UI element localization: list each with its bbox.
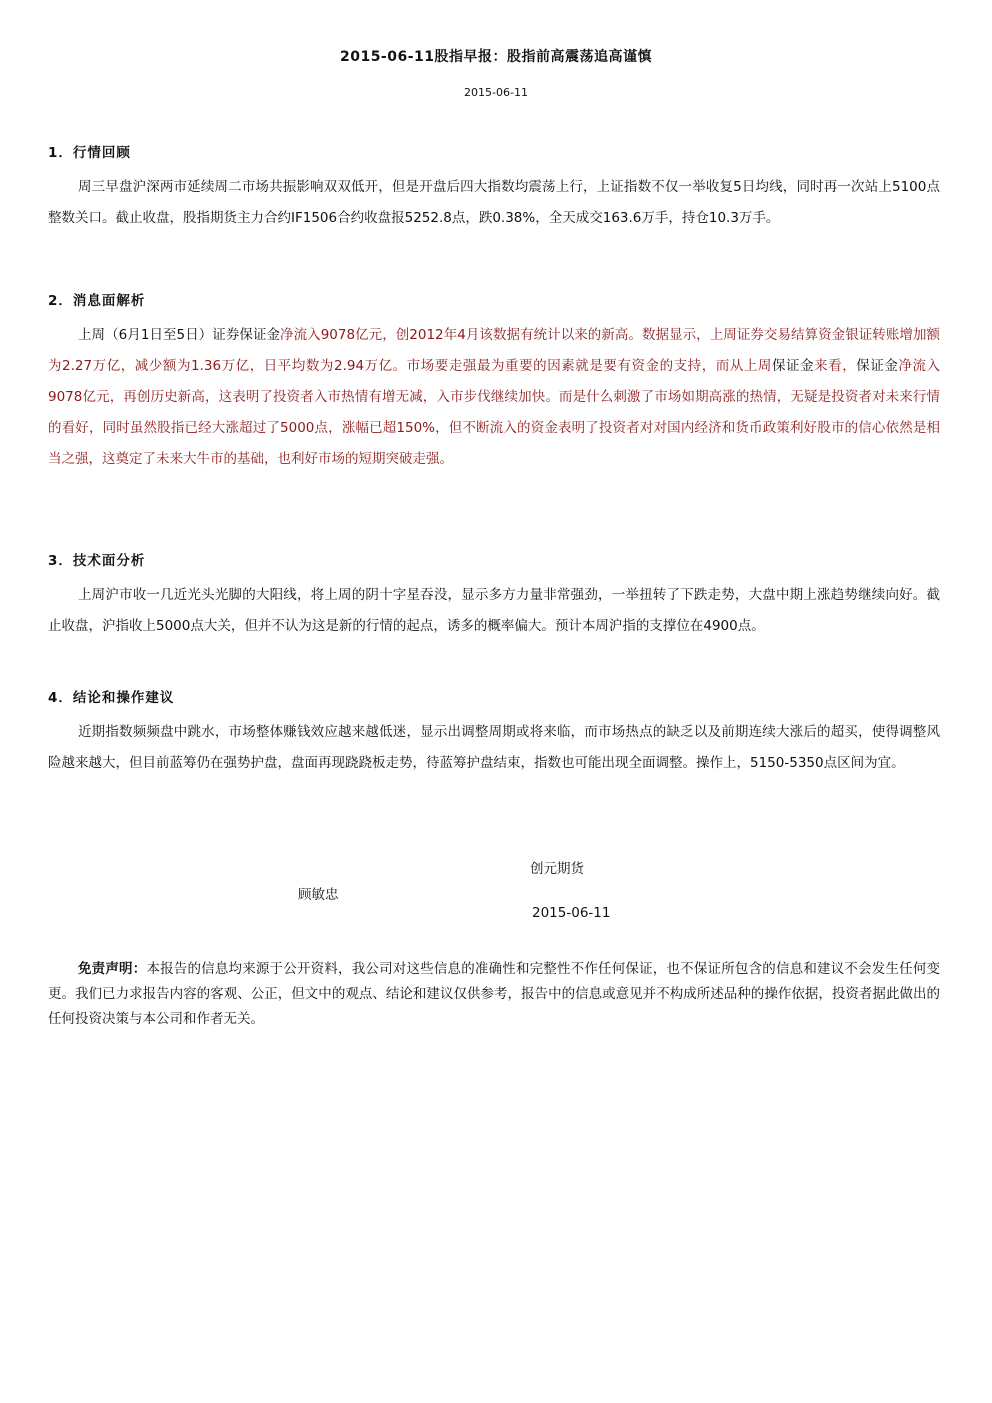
section-conclusion xyxy=(48,688,940,779)
document-date: 2015-06-11 xyxy=(464,86,528,99)
signature-company: 创元期货 xyxy=(530,861,584,877)
section-heading: 3．技术面分析 xyxy=(48,553,146,569)
section-technical-analysis xyxy=(48,551,940,642)
highlighted-text-run: 净流入9078亿元，创2012年4月该数据有统计以来的新高。数据显示，上周证券交易结算资金银证转账增加额为2.27万亿，减少额为1.36万亿，日平均数为2.94万亿。市场要走强最为重要的因素就是要有资金的支持，而从上周 xyxy=(48,327,940,374)
section-paragraph: 近期指数频频盘中跳水，市场整体赚钱效应越来越低迷，显示出调整周期或将来临，而市场热点的缺乏以及前期连续大涨后的超买，使得调整风险越来越大，但目前蓝筹仍在强势护盘，盘面再现跷跷板走势，待蓝筹护盘结束，指数也可能出现全面调整。操作上，5150-5350点区间为宜。 xyxy=(48,724,940,771)
document-title: 2015-06-11股指早报：股指前高震荡追高谨慎 xyxy=(339,49,653,65)
text-run: 上周（6月1日至5日）证券 xyxy=(78,327,240,343)
section-market-review xyxy=(48,143,940,234)
section-paragraph: 周三早盘沪深两市延续周二市场共振影响双双低开，但是开盘后四大指数均震荡上行，上证指数不仅一举收复5日均线，同时再一次站上5100点整数关口。截止收盘，股指期货主力合约IF1506合约收盘报5252.8点，跌0.38%，全天成交163.6万手，持仓10.3万手。 xyxy=(48,179,940,226)
section-heading: 1．行情回顾 xyxy=(48,145,131,161)
signature-date: 2015-06-11 xyxy=(532,905,611,921)
text-run: 保证金 xyxy=(771,358,815,374)
signature-author: 顾敏忠 xyxy=(298,887,339,903)
highlighted-text-run: 净流入9078亿元，再创历史新高，这表明了投资者入市热情有增无减，入市步伐继续加快。而是什么刺激了市场如期高涨的热情，无疑是投资者对未来行情的看好，同时虽然股指已经大涨超过了5000点，涨幅已超150%，但不断流入的资金表明了投资者对对国内经济和货币政策利好股市的信心依然是相当之强，这奠定了未来大牛市的基础，也利好市场的短期突破走强。 xyxy=(48,358,941,467)
section-paragraph: 上周沪市收一几近光头光脚的大阳线，将上周的阴十字星吞没，显示多方力量非常强劲，一举扭转了下跌走势，大盘中期上涨趋势继续向好。截止收盘，沪指收上5000点大关，但并不认为这是新的行情的起点，诱多的概率偏大。预计本周沪指的支撑位在4900点。 xyxy=(48,587,940,634)
disclaimer xyxy=(48,957,940,1032)
highlighted-text-run: 来看， xyxy=(814,358,857,374)
disclaimer-label: 免责声明： xyxy=(78,961,147,977)
disclaimer-text: 本报告的信息均来源于公开资料，我公司对这些信息的准确性和完整性不作任何保证，也不保证所包含的信息和建议不会发生任何变更。我们已力求报告内容的客观、公正，但文中的观点、结论和建议仅供参考，报告中的信息或意见并不构成所述品种的操作依据，投资者据此做出的任何投资决策与本公司和作者无关。 xyxy=(48,961,941,1027)
section-heading: 2．消息面解析 xyxy=(48,293,146,309)
text-run: 保证金 xyxy=(239,327,281,343)
section-heading: 4．结论和操作建议 xyxy=(48,690,175,706)
section-news-analysis xyxy=(48,291,940,475)
section-paragraph xyxy=(48,320,940,475)
text-run: 保证金 xyxy=(856,358,899,374)
